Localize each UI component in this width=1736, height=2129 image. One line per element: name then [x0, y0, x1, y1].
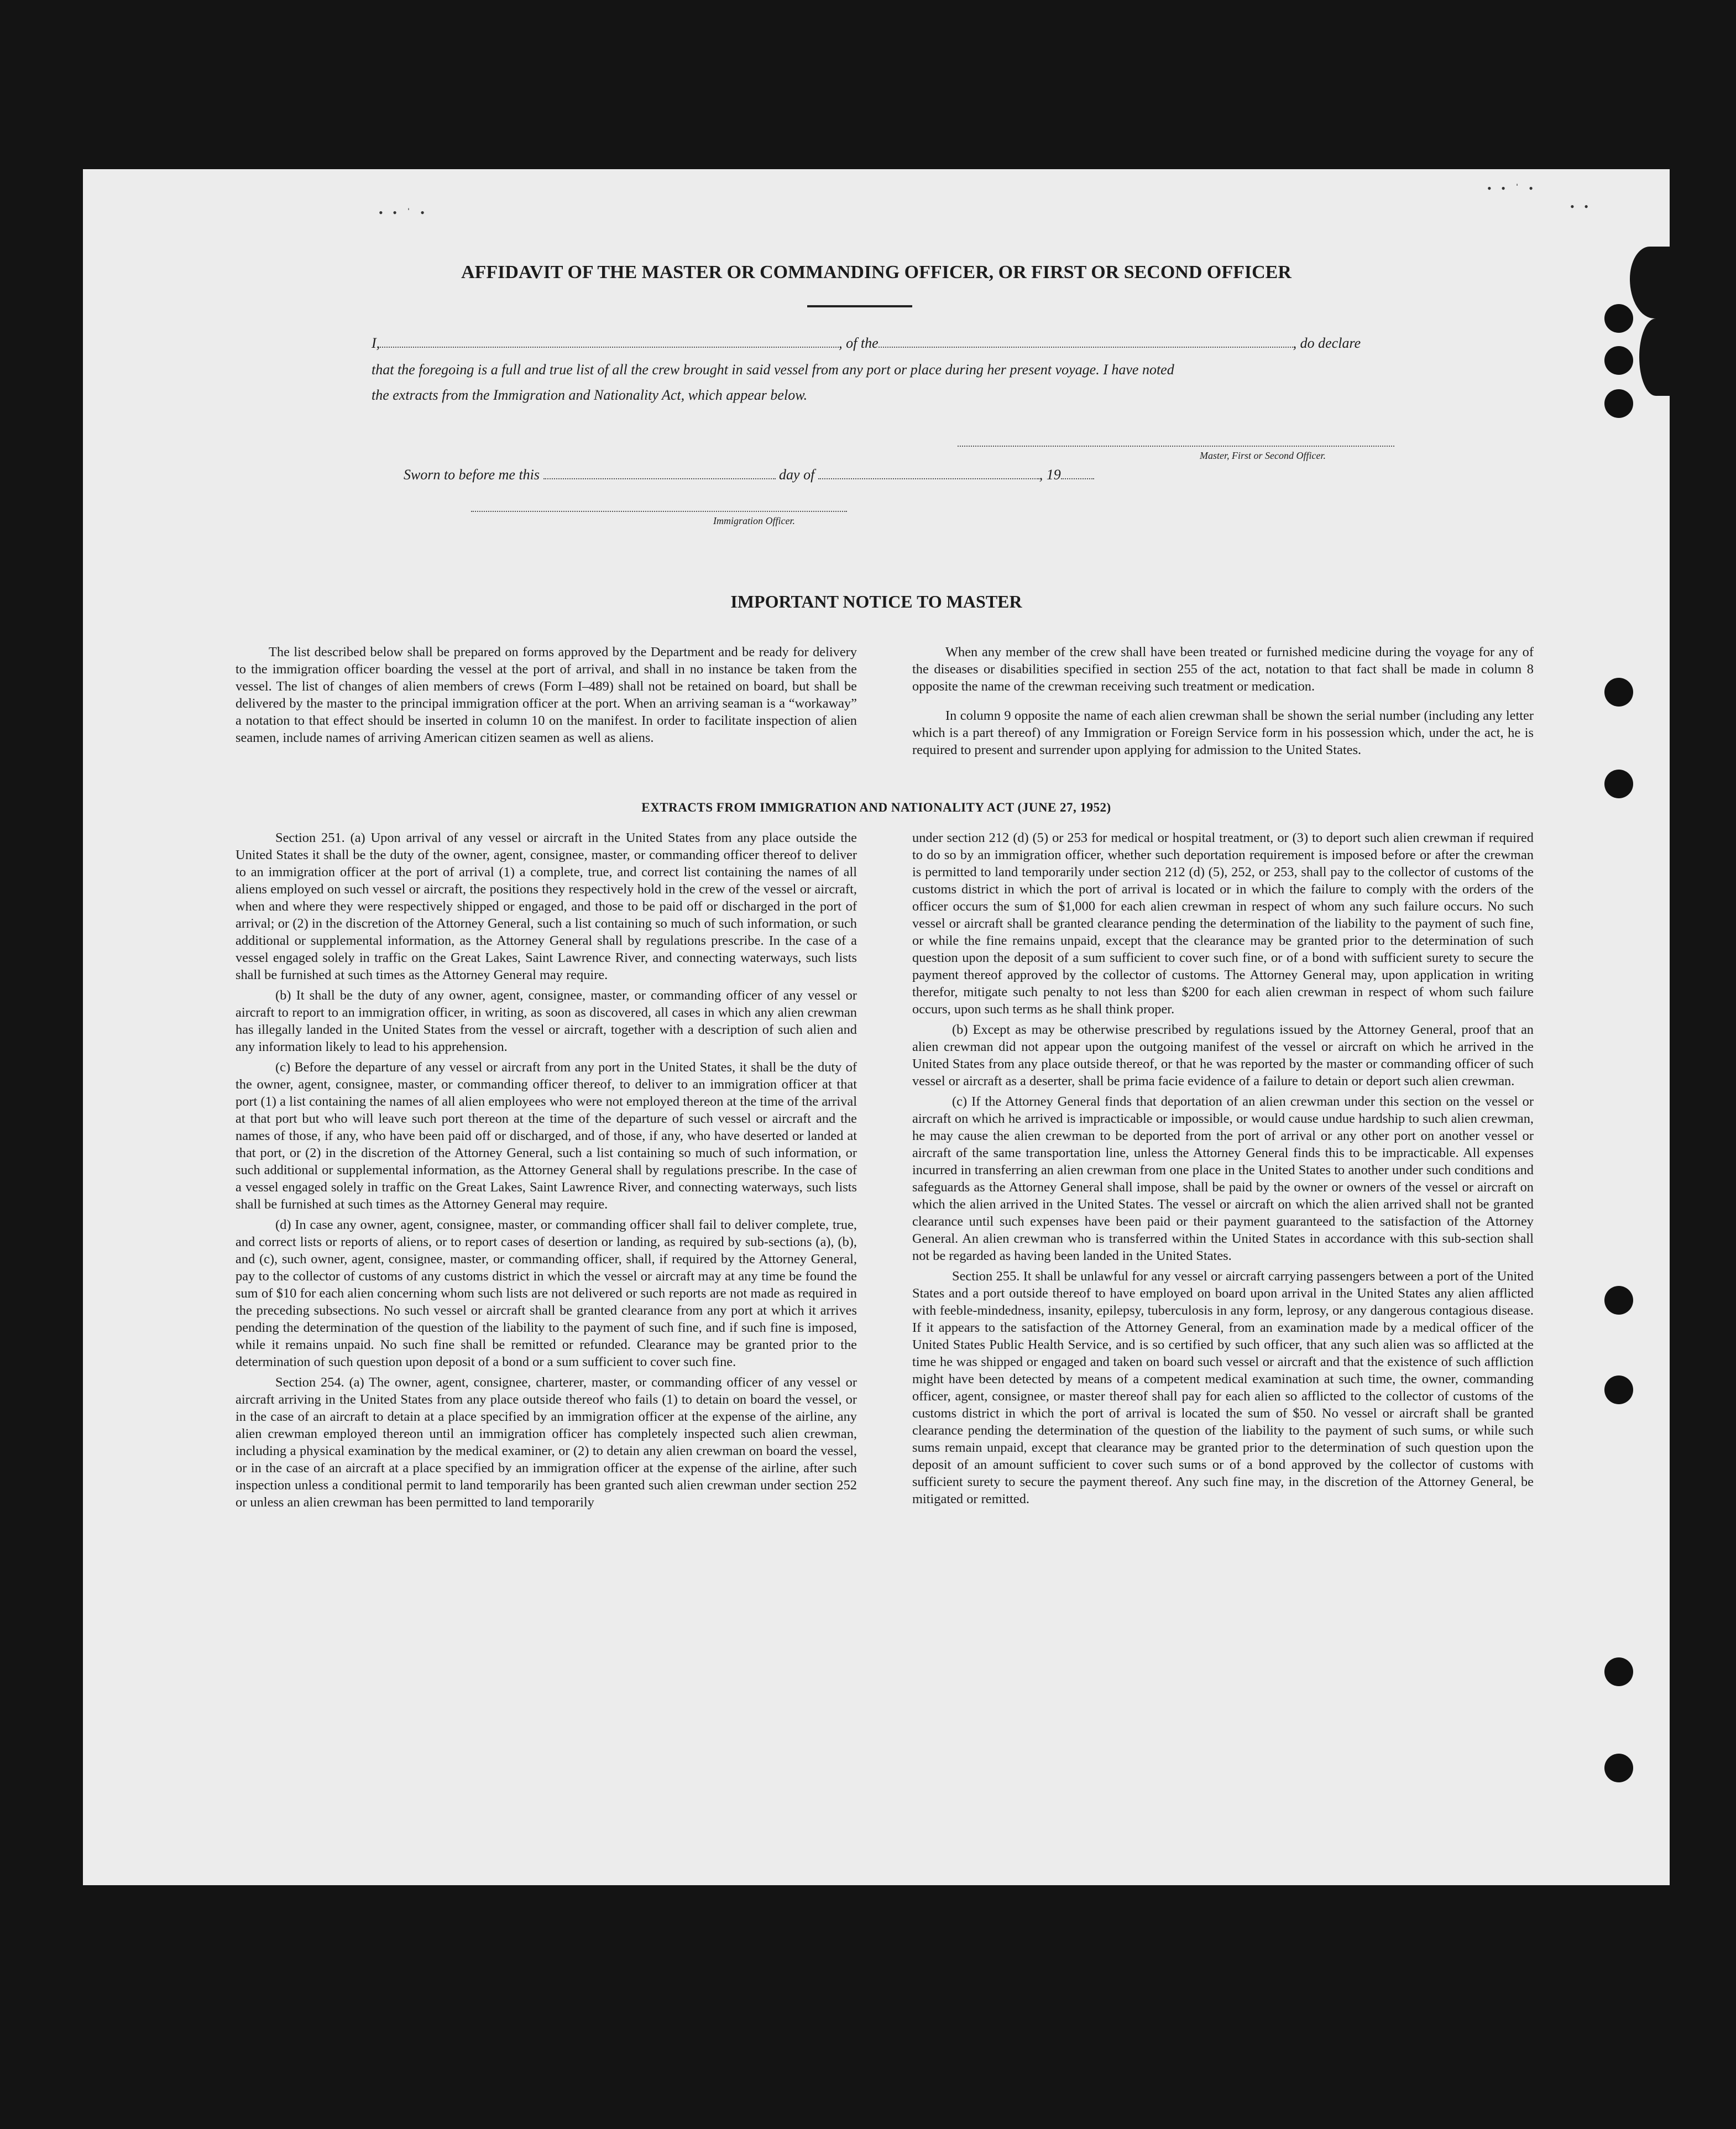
section-254-a-continued: under section 212 (d) (5) or 253 for medical or hospital treatment, or (3) to deport such alien crewman if required to do so by an immigration officer, whether such deportation requirement is imposed before or after the crewman is permitted to land temporarily under section 212 (d) (5), 252, or 253, shall pay to the collector of customs of the customs district in which the port of arrival is located or in which the failure to comply with the orders of the officer occurs the sum of $1,000 for each alien crewman in respect of whom any such failure occurs. No such vessel or aircraft shall be granted clearance pending the determination of the liability to the payment of such fine, or while the fine remains unpaid, except that the clearance may be granted prior to the determination of such question upon the deposit of a sum sufficient to cover such fine, or of a bond with sufficient surety to secure the payment thereof approved by the collector of customs. The Attorney General may, upon application in writing therefor, mitigate such penalty to not less than $200 for each alien crewman in respect of whom such failure occurs, upon such terms as he shall think proper. [912, 830, 1534, 1017]
section-251-a: Section 251. (a) Upon arrival of any vessel or aircraft in the United States from any place outside the United States it shall be the duty of the owner, agent, consignee, master, or commanding officer thereof to deliver to an immigration officer at the port of arrival (1) a complete, true, and correct list containing the names of all aliens employed on such vessel or aircraft, the positions they respectively hold in the crew of the vessel or aircraft, when and where they were respectively shipped or engaged, and those to be paid off or discharged in the port of arrival; or (2) in the discretion of the Attorney General, such a list containing so much of such information, or such additional or supplemental information, as the Attorney General shall by regulations prescribe. In the case of a vessel engaged solely in traffic on the Great Lakes, Saint Lawrence River, and connecting waterways, such lists shall be furnished at such times as the Attorney General may require. [236, 830, 857, 982]
speckle-marks: • • ˈ • [1487, 181, 1536, 195]
vessel-blank[interactable] [879, 336, 1293, 348]
sworn-day-label: day of [779, 467, 815, 483]
sworn-year-label: , 19 [1039, 467, 1061, 483]
punch-hole [1604, 304, 1633, 333]
notice-left-paragraph: The list described below shall be prepared on forms approved by the Department and be ready for delivery to the immigration officer boarding the vessel at the port of arrival, and shall in no instance be taken from the vessel. The list of changes of alien members of crews (Form I–489) shall not be retained on board, but shall be delivered by the master to the principal immigration officer at the port. When an arriving seaman is a “workaway” a notation to that effect should be inserted in column 10 on the manifest. In order to facilitate inspection of alien seamen, include names of arriving American citizen seamen as well as aliens. [236, 645, 857, 745]
sworn-day-blank[interactable] [543, 467, 776, 479]
affidavit-line-2: that the foregoing is a full and true list of all the crew brought in said vessel from any port or place during her present voyage. I have noted [372, 362, 1174, 378]
extracts-right-column [912, 829, 1534, 1511]
punch-hole [1604, 1375, 1633, 1404]
speckle-marks: • • [1570, 200, 1592, 213]
notice-right-paragraph-1: When any member of the crew shall have been treated or furnished medicine during the voyage for any of the diseases or disabilities specified in section 255 of the act, notation to that fact shall be made in column 8 opposite the name of the crewman receiving such treatment or medication. [912, 645, 1534, 694]
affidavit-line-3: the extracts from the Immigration and Nationality Act, which appear below. [372, 387, 808, 403]
notice-title: IMPORTANT NOTICE TO MASTER [730, 592, 1022, 611]
punch-hole [1604, 346, 1633, 375]
punch-hole [1604, 389, 1633, 418]
notice-left-column [236, 644, 857, 759]
section-255: Section 255. It shall be unlawful for any vessel or aircraft carrying passengers between a port of the United States and a port outside thereof to have employed on board upon arrival in the United States any alien afflicted with feeble-mindedness, insanity, epilepsy, tuberculosis in any form, leprosy, or any dangerous contagious disease. If it appears to the satisfaction of the Attorney General, from an examination made by a medical officer of the United States Public Health Service, and is so certified by such officer, that any such alien was so afflicted at the time he was shipped or engaged and taken on board such vessel or aircraft and that the existence of such affliction might have been detected by means of a competent medical examination at such time, the owner, commanding officer, agent, consignee, or master thereof shall pay for each alien so afflicted to the collector of customs of the customs district in which the port of arrival is located the sum of $50. No vessel or aircraft shall be granted clearance pending the determination of the question of the liability to the payment of such sums, or while such sums remain unpaid, except that clearance may be granted prior to the determination of such question upon the deposit of an amount sufficient to cover such sums or of a bond approved by the collector of customs with sufficient surety to secure the payment thereof. Any such fine may, in the discretion of the Attorney General, be mitigated or remitted. [912, 1269, 1534, 1506]
section-254-c: (c) If the Attorney General finds that deportation of an alien crewman under this section on the vessel or aircraft on which he arrived is impracticable or impossible, or would cause undue hardship to such alien crewman, he may cause the alien crewman to be deported from the port of arrival or any other port on another vessel or aircraft of the same transportation line, unless the Attorney General finds this to be impracticable. All expenses incurred in transferring an alien crewman from one place in the United States to another under such conditions and safeguards as the Attorney General shall impose, shall be paid by the owner or owners of the vessel or aircraft on which the alien arrived in the United States. The vessel or aircraft on which the alien arrived shall not be granted clearance until such expenses have been paid or their payment guaranteed to the satisfaction of the Attorney General. An alien crewman who is transferred within the United States in accordance with this sub-section shall not be regarded as having been landed in the United States. [912, 1094, 1534, 1263]
torn-edge [1639, 318, 1670, 396]
master-signature-line[interactable] [958, 446, 1394, 447]
punch-hole [1604, 1657, 1633, 1686]
name-blank[interactable] [380, 336, 839, 348]
sworn-prefix: Sworn to before me this [404, 467, 540, 483]
affidavit-title: AFFIDAVIT OF THE MASTER OR COMMANDING OFFICER, OR FIRST OR SECOND OFFICER [461, 262, 1291, 283]
do-declare-label: , do declare [1293, 335, 1361, 351]
punch-hole [1604, 1286, 1633, 1315]
sworn-line [404, 467, 1094, 483]
sworn-month-blank[interactable] [818, 467, 1039, 479]
extracts-left-column [236, 829, 857, 1514]
title-rule [807, 305, 912, 307]
section-251-b: (b) It shall be the duty of any owner, agent, consignee, master, or commanding officer of any vessel or aircraft to report to an immigration officer, in writing, as soon as discovered, all cases in which any alien crewman has illegally landed in the United States from the vessel or aircraft, together with a description of such alien and any information likely to lead to his apprehension. [236, 988, 857, 1054]
notice-right-paragraph-2: In column 9 opposite the name of each alien crewman shall be shown the serial number (including any letter which is a part thereof) of any Immigration or Foreign Service form in his possession which, under the act, he is required to present and surrender upon applying for admission to the United States. [912, 708, 1534, 757]
section-251-d: (d) In case any owner, agent, consignee, master, or commanding officer shall fail to deliver complete, true, and correct lists or reports of aliens, or to report cases of desertion or landing, as required by sub-sections (a), (b), and (c), such owner, agent, consignee, master, or commanding officer, shall, if required by the Attorney General, pay to the collector of customs of any customs district in which the vessel or aircraft may at any time be found the sum of $10 for each alien concerning whom such lists are not delivered or such reports are not made as required in the preceding subsections. No such vessel or aircraft shall be granted clearance from any port at which it arrives pending the determination of the question of the liability to the payment of such fine, and if such fine is imposed, while it remains unpaid. No such fine shall be remitted or refunded. Clearance may be granted prior to the determination of such question upon deposit of a bond or a sum sufficient to cover such fine. [236, 1217, 857, 1369]
section-251-c: (c) Before the departure of any vessel or aircraft from any port in the United States, it shall be the duty of the owner, agent, consignee, master, or commanding officer thereof, to deliver to an immigration officer at that port (1) a list containing the names of all alien employees who were not employed thereon at the time of the arrival at that port but who will leave such port thereon at the time of the departure of such vessel or aircraft and the names of those, if any, who have been paid off or discharged, and of those, if any, who have deserted or landed at that port, or (2) in the discretion of the Attorney General, such a list containing so much of such information, or such additional or supplemental information, as the Attorney General shall by regulations prescribe. In the case of a vessel engaged solely in traffic on the Great Lakes, Saint Lawrence River, and connecting waterways, such lists shall be furnished at such times as the Attorney General may require. [236, 1060, 857, 1212]
of-the-label: , of the [839, 335, 879, 351]
punch-hole [1604, 1754, 1633, 1782]
notice-right-column [912, 644, 1534, 771]
section-254-b: (b) Except as may be otherwise prescribed by regulations issued by the Attorney General, proof that an alien crewman did not appear upon the outgoing manifest of the vessel or aircraft on which he arrived in the United States from any place outside thereof, or that he was reported by the master or commanding officer of such vessel or aircraft as a deserter, shall be prima facie evidence of a failure to detain or deport such alien crewman. [912, 1022, 1534, 1089]
master-signature-label: Master, First or Second Officer. [1200, 450, 1326, 461]
immigration-officer-signature-line[interactable] [471, 511, 847, 512]
affidavit-declaration-line [372, 335, 1361, 352]
extracts-title: EXTRACTS FROM IMMIGRATION AND NATIONALITY ACT (JUNE 27, 1952) [641, 801, 1111, 814]
speckle-marks: • • ˈ • [379, 206, 428, 219]
section-254-a: Section 254. (a) The owner, agent, consignee, charterer, master, or commanding officer of any vessel or aircraft arriving in the United States from any place outside thereof who fails (1) to detain on board the vessel, or in the case of an aircraft to detain at a place specified by an immigration officer at the expense of the airline, any alien crewman employed thereon until an immigration officer has completely inspected such alien crewman, including a physical examination by the medical examiner, or (2) to detain any alien crewman on board the vessel, or in the case of an aircraft at a place specified by an immigration officer at the expense of the airline, after such inspection unless a conditional permit to land temporarily has been granted such alien crewman under section 252 or unless an alien crewman has been permitted to land temporarily [236, 1375, 857, 1510]
document-page [83, 169, 1670, 1885]
affidavit-i-label: I, [372, 335, 380, 351]
immigration-officer-label: Immigration Officer. [713, 515, 795, 526]
sworn-year-blank[interactable] [1061, 467, 1094, 479]
punch-hole [1604, 678, 1633, 707]
punch-hole [1604, 770, 1633, 798]
